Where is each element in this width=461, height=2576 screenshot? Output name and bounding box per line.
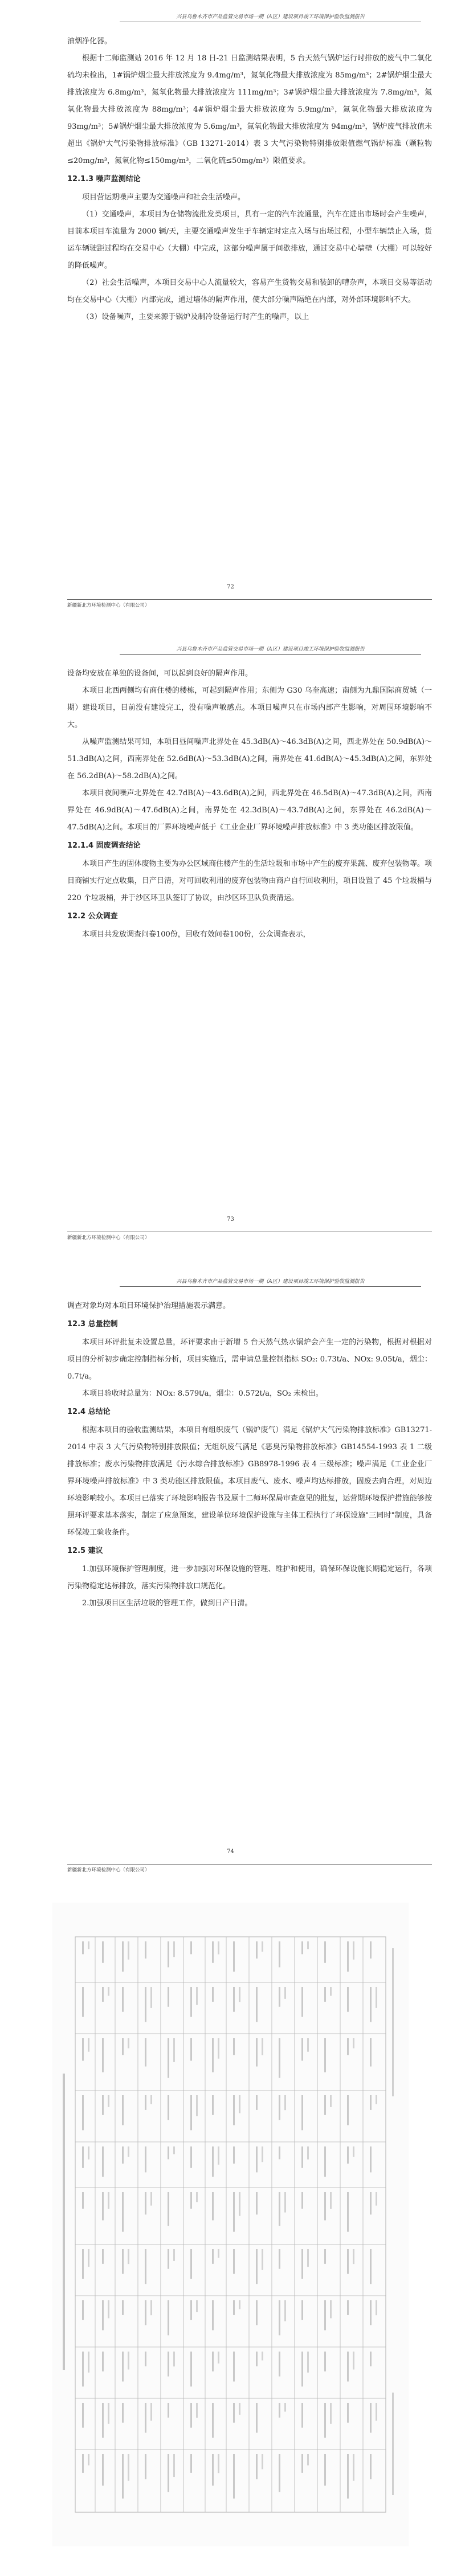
- form-text-streak: [376, 2403, 377, 2421]
- form-text-streak: [353, 2352, 354, 2370]
- form-text-streak: [301, 2095, 303, 2130]
- form-text-streak: [239, 2095, 240, 2113]
- paragraph: 本项目验收时总量为：NOx: 8.579t/a，烟尘：0.572t/a，SO₂ 未检出。: [82, 1389, 323, 1398]
- form-text-streak: [279, 2300, 280, 2335]
- form-text-streak: [324, 2403, 326, 2438]
- page-number: 73: [227, 1216, 234, 1222]
- form-text-streak: [307, 2249, 309, 2267]
- form-text-streak: [108, 2300, 109, 2319]
- form-text-streak: [145, 1987, 146, 2022]
- form-text-streak: [150, 2192, 152, 2206]
- form-text-streak: [262, 2249, 263, 2270]
- section-heading: 12.1.4 固废调查结论: [67, 841, 141, 850]
- paragraph: （3）设备噪声，主要来源于锅炉及制冷设备运行时产生的噪声，以上: [82, 313, 309, 321]
- paragraph: （2）社会生活噪声，本项目交易中心人流量较大，容易产生货物交易和装卸的嘈杂声，本项目交易等活动均在交易中心（大棚）内部完成，通过墙体的隔声作用，使大部分噪声隔绝在内部，对外部环境影响不大。: [67, 279, 432, 304]
- form-text-streak: [168, 2146, 169, 2159]
- form-text-streak: [376, 2300, 377, 2315]
- form-text-streak: [256, 2403, 258, 2433]
- page-number: 74: [227, 1849, 234, 1855]
- form-text-streak: [102, 2095, 104, 2115]
- paragraph: 本项目共发放调查问卷100份，回收有效问卷100份，公众调查表示，: [82, 930, 311, 939]
- form-text-streak: [233, 2146, 235, 2164]
- form-text-streak: [256, 2249, 258, 2284]
- form-text-streak: [324, 2095, 326, 2115]
- form-text-streak: [128, 2352, 129, 2370]
- form-text-streak: [376, 2095, 377, 2104]
- footer-rule: [67, 599, 432, 600]
- page-body: [67, 33, 432, 326]
- form-text-streak: [102, 2249, 104, 2264]
- form-text-streak: [347, 2300, 349, 2315]
- form-text-streak: [145, 2403, 146, 2433]
- page-number: 72: [227, 584, 234, 590]
- form-text-streak: [190, 2146, 192, 2168]
- form-text-streak: [82, 2192, 84, 2209]
- form-text-streak: [212, 1987, 214, 2002]
- paragraph: 1.加强环境保护管理制度，进一步加强对环保设施的管理、维护和使用，确保环保设施长期稳定运行，各项污染物稳定达标排放，落实污染物排放口规范化。: [67, 1565, 432, 1590]
- page-body: [67, 1298, 432, 1612]
- form-text-streak: [279, 1941, 280, 1967]
- scanned-form-image: [52, 1903, 409, 2546]
- form-text-streak: [102, 1987, 104, 2002]
- form-text-streak: [256, 2192, 258, 2214]
- form-text-streak: [173, 2249, 175, 2261]
- form-text-streak: [82, 2095, 84, 2130]
- form-text-streak: [307, 2454, 309, 2465]
- form-text-streak: [145, 2454, 146, 2479]
- form-text-streak: [82, 1987, 84, 2017]
- form-text-streak: [370, 2192, 372, 2214]
- form-text-streak: [233, 1987, 235, 2012]
- form-text-streak: [233, 2095, 235, 2125]
- form-text-streak: [233, 2403, 235, 2423]
- form-text-streak: [122, 2146, 124, 2164]
- form-text-streak: [212, 2300, 214, 2330]
- form-text-streak: [102, 2146, 104, 2177]
- form-text-streak: [330, 1987, 332, 1996]
- form-text-streak: [279, 2403, 280, 2418]
- form-text-streak: [324, 2038, 326, 2072]
- form-text-streak: [370, 2249, 372, 2284]
- form-text-streak: [353, 2454, 354, 2481]
- form-text-streak: [330, 2403, 332, 2424]
- form-text-streak: [88, 1941, 89, 1949]
- form-text-streak: [347, 1987, 349, 2012]
- paragraph: （1）交通噪声，本项目为仓储物流批发类项目，具有一定的汽车流通量，汽车在进出市场时会产生噪声，目前本项目车流量为 2000 辆/天，主要交通噪声发生于车辆定时定点入场与出场过程，小型车辆禁止入场，货运车辆驶距过程均在交易中心（大棚）中完成，这部分噪声属于间歇排放，通过交易中心墙壁（大棚）可以较好的降低噪声。: [67, 210, 432, 270]
- form-text-streak: [233, 2038, 235, 2055]
- form-text-streak: [347, 2038, 349, 2055]
- form-text-streak: [168, 1987, 169, 2007]
- form-text-streak: [82, 2352, 84, 2386]
- form-text-streak: [212, 2403, 214, 2438]
- form-text-streak: [108, 2192, 109, 2209]
- form-text-streak: [168, 2192, 169, 2226]
- form-text-streak: [190, 1941, 192, 1954]
- paragraph: 项目营运期噪声主要为交通噪声和社会生活噪声。: [82, 193, 246, 202]
- form-text-streak: [168, 2352, 169, 2377]
- form-text-streak: [122, 2352, 124, 2382]
- form-text-streak: [370, 1941, 372, 1958]
- footer-org: 新疆新北方环境检测中心（有限公司）: [67, 603, 150, 608]
- form-text-streak: [347, 2249, 349, 2274]
- form-text-streak: [102, 2352, 104, 2371]
- section-heading: 12.4 总结论: [67, 1408, 111, 1416]
- form-text-streak: [102, 1941, 104, 1963]
- form-text-streak: [145, 2300, 146, 2325]
- form-text-streak: [212, 2454, 214, 2485]
- form-text-streak: [370, 1987, 372, 2022]
- form-text-streak: [301, 1941, 303, 1954]
- paragraph: 根据本项目的验收监测结果，本项目有组织废气（锅炉废气）满足《锅炉大气污染物排放标准》GB13271-2014 中表 3 大气污染物特别排放限值；无组织废气满足《恶臭污染物排放标准》GB14554-1993 表 1 二级排放标准；废水污染物排放满足《污水综合排放标准》GB8978-1996 表 4 三级标准；噪声满足《工业企业厂界环境噪声排放标准》中 3 类功能区排放限值。本项目废气、废水、噪声均达标排放，固废去向合理，对周边环境影响较小。本项目已落实了环境影响报告书及原十二师环保局审查意见的批复，运营期环境保护措施能够按照环评要求基本落实，制定了应急预案，建设单位环境保护设施与主体工程执行了环保设施"三同时"制度，具备环保竣工验收条件。: [67, 1426, 432, 1537]
- form-text-streak: [108, 2095, 109, 2107]
- form-text-streak: [128, 2249, 129, 2264]
- paragraph: 本项目环评批复未设置总量，环评要求由于新增 5 台天然气热水锅炉会产生一定的污染物，根据对根据对项目的分析初步确定控制指标分析，项目实施后，需申请总量控制指标 SO₂: 0.73t/a、NOx: 9.05t/a，烟尘：0.7t/a。: [67, 1338, 432, 1381]
- form-text-streak: [376, 1987, 377, 2008]
- form-text-streak: [122, 2300, 124, 2315]
- form-text-streak: [256, 2038, 258, 2067]
- form-text-streak: [262, 2352, 263, 2361]
- form-text-streak: [145, 2352, 146, 2366]
- form-text-streak: [212, 2352, 214, 2371]
- form-text-streak: [122, 2454, 124, 2499]
- form-text-streak: [324, 2192, 326, 2221]
- form-text-streak: [196, 1987, 198, 2005]
- form-text-streak: [145, 2146, 146, 2172]
- form-text-streak: [279, 2038, 280, 2078]
- form-text-streak: [168, 2095, 169, 2120]
- form-text-streak: [324, 2454, 326, 2485]
- running-header: 兴县乌鲁木齐市产品监管交易市场一期（A区）建设项目竣工环境保护验收监测报告: [120, 13, 421, 22]
- form-text-streak: [324, 1941, 326, 1963]
- form-text-streak: [256, 1941, 258, 1958]
- paragraph: 本项目夜间噪声北界处在 42.7dB(A)～43.6dB(A)之间，西北界处在 46.5dB(A)～47.3dB(A)之间，西南界处在 46.9dB(A)～47.6dB(A)之间，南界处在 42.3dB(A)～43.7dB(A)之间，东界处在 46.2dB(A)～47.5dB(A)之间。本项目的厂界环境噪声低于《工业企业厂界环境噪声排放标准》中 3 类功能区排放限值。: [67, 789, 432, 832]
- section-heading: 12.5 建议: [67, 1547, 103, 1555]
- form-text-streak: [108, 1987, 109, 1996]
- form-text-streak: [128, 2146, 129, 2157]
- form-text-streak: [256, 2300, 258, 2325]
- form-text-streak: [196, 2403, 198, 2418]
- form-text-streak: [218, 2249, 219, 2258]
- form-text-streak: [150, 2403, 152, 2421]
- form-text-streak: [168, 2249, 169, 2269]
- form-text-streak: [122, 1941, 124, 1972]
- report-page-73: [0, 632, 461, 1259]
- form-text-streak: [239, 2403, 240, 2415]
- form-text-streak: [168, 2454, 169, 2492]
- form-text-streak: [301, 2038, 303, 2060]
- form-text-streak: [284, 2192, 286, 2213]
- form-text-streak: [279, 2249, 280, 2269]
- form-text-streak: [256, 1987, 258, 2022]
- form-text-streak: [122, 2038, 124, 2055]
- footer-org: 新疆新北方环境检测中心（有限公司）: [67, 1867, 150, 1873]
- form-text-streak: [145, 2249, 146, 2284]
- form-text-streak: [102, 2038, 104, 2072]
- form-text-streak: [82, 2038, 84, 2060]
- form-text-streak: [212, 2095, 214, 2115]
- footer-org: 新疆新北方环境检测中心（有限公司）: [67, 1235, 150, 1241]
- running-header: 兴县乌鲁木齐市产品监管交易市场一期（A区）建设项目竣工环境保护验收监测报告: [120, 1277, 421, 1287]
- form-text-streak: [88, 2352, 89, 2373]
- form-text-streak: [145, 2095, 146, 2110]
- form-text-streak: [150, 2300, 152, 2315]
- form-text-streak: [82, 2146, 84, 2168]
- form-text-streak: [122, 2249, 124, 2274]
- form-text-streak: [370, 2146, 372, 2172]
- form-text-streak: [284, 2300, 286, 2321]
- paragraph: 2.加强项目区生活垃圾的管理工作，做到日产日清。: [82, 1599, 252, 1608]
- form-text-streak: [168, 1941, 169, 1967]
- form-text-streak: [324, 1987, 326, 2002]
- form-text-streak: [330, 2095, 332, 2107]
- section-heading: 12.2 公众调查: [67, 912, 118, 921]
- form-text-streak: [190, 2300, 192, 2320]
- form-text-streak: [145, 2038, 146, 2067]
- form-text-streak: [212, 2146, 214, 2177]
- form-text-streak: [262, 2038, 263, 2055]
- form-text-streak: [102, 2403, 104, 2438]
- form-text-streak: [168, 2403, 169, 2418]
- form-text-streak: [128, 2454, 129, 2481]
- form-text-streak: [190, 2454, 192, 2473]
- form-text-streak: [122, 2095, 124, 2125]
- form-text-streak: [108, 2403, 109, 2424]
- form-text-streak: [128, 1941, 129, 1960]
- form-text-streak: [347, 2095, 349, 2125]
- form-text-streak: [233, 2300, 235, 2315]
- page-body: [67, 665, 432, 943]
- form-text-streak: [190, 2352, 192, 2386]
- form-text-streak: [190, 2038, 192, 2060]
- form-text-streak: [324, 2352, 326, 2371]
- form-text-streak: [347, 2454, 349, 2499]
- form-text-streak: [347, 1941, 349, 1972]
- form-text-streak: [218, 1941, 219, 1955]
- form-text-streak: [173, 2146, 175, 2154]
- form-text-streak: [190, 2403, 192, 2428]
- paragraph: 调查对象均对本项目环境保护治理措施表示满意。: [67, 1302, 231, 1310]
- form-text-streak: [324, 2146, 326, 2177]
- form-text-streak: [370, 2352, 372, 2366]
- form-text-streak: [301, 1987, 303, 2017]
- report-page-74: [0, 1265, 461, 1891]
- form-text-streak: [239, 1987, 240, 2002]
- form-text-streak: [88, 2038, 89, 2052]
- form-text-streak: [301, 2249, 303, 2279]
- form-text-streak: [82, 2300, 84, 2320]
- form-text-streak: [218, 2454, 219, 2473]
- form-text-streak: [307, 2352, 309, 2373]
- form-text-streak: [307, 2038, 309, 2052]
- form-text-streak: [301, 2192, 303, 2209]
- form-text-streak: [301, 2403, 303, 2428]
- form-text-streak: [128, 2038, 129, 2048]
- form-text-streak: [218, 2146, 219, 2165]
- form-text-streak: [353, 2146, 354, 2157]
- section-heading: 12.1.3 噪声监测结论: [67, 175, 141, 183]
- form-text-streak: [190, 1987, 192, 2017]
- form-text-streak: [347, 2146, 349, 2164]
- form-text-streak: [212, 2249, 214, 2264]
- form-text-streak: [256, 2146, 258, 2172]
- form-text-streak: [279, 2352, 280, 2377]
- form-text-streak: [190, 2192, 192, 2209]
- form-text-streak: [347, 2192, 349, 2232]
- form-border: [75, 1937, 386, 2512]
- section-heading: 12.3 总量控制: [67, 1320, 118, 1328]
- form-text-streak: [301, 2352, 303, 2386]
- form-text-streak: [102, 2300, 104, 2330]
- form-text-streak: [284, 1987, 286, 1999]
- form-text-streak: [122, 2403, 124, 2423]
- form-text-streak: [233, 2352, 235, 2382]
- form-text-streak: [168, 2300, 169, 2335]
- form-text-streak: [239, 2300, 240, 2309]
- paragraph: 设备均安放在单独的设备间，可以起到良好的隔声作用。: [67, 669, 253, 678]
- form-text-streak: [347, 2352, 349, 2382]
- form-text-streak: [173, 2352, 175, 2366]
- form-text-streak: [279, 2454, 280, 2492]
- form-text-streak: [190, 2249, 192, 2279]
- form-text-streak: [370, 2300, 372, 2325]
- form-text-streak: [173, 2454, 175, 2477]
- form-text-streak: [376, 2192, 377, 2206]
- form-note-streak: [392, 2393, 394, 2495]
- form-text-streak: [173, 1941, 175, 1957]
- form-text-streak: [307, 2146, 309, 2160]
- paragraph: 本项目北西两侧均有商住楼的楼栋，可起到隔声作用；东侧为 G30 乌奎高速；南侧为九鼎国际商贸城（一期）建设项目，目前没有建设完工，没有噪声敏感点。本项目噪声只在市场内部产生影响，对周围环境影响不大。: [67, 686, 432, 729]
- form-text-streak: [82, 2403, 84, 2428]
- form-text-streak: [212, 2192, 214, 2221]
- form-text-streak: [82, 2454, 84, 2473]
- form-text-streak: [150, 2095, 152, 2104]
- form-text-streak: [218, 2038, 219, 2059]
- form-text-streak: [370, 2403, 372, 2433]
- paragraph: 从噪声监测结果可知，本项目昼间噪声北界处在 45.3dB(A)～46.3dB(A)之间，西北界处在 50.9dB(A)～51.3dB(A)之间，西南界处在 52.6dB(A)～53.3dB(A)之间，南界处在 41.6dB(A)～45.3dB(A)之间，东界处在 56.2dB(A)～58.2dB(A)之间。: [67, 738, 432, 780]
- paragraph: 本项目产生的固体废物主要为办公区域商住楼产生的生活垃圾和市场中产生的废弃果蔬、废弃包装物等。项目商铺实行定点收集，日产日清，对可回收利用的废弃包装物由商户自行回收利用，项目设置了 45 个垃圾桶与 220 个垃圾桶，并于沙区环卫队签订了协议，由沙区环卫队负责清运。: [67, 860, 432, 902]
- paragraph: 根据十二师监测站 2016 年 12 月 18 日-21 日监测结果表明，5 台天然气锅炉运行时排放的废气中二氧化硫均未检出，1#锅炉烟尘最大排放浓度为 9.4mg/m³，氮氧化物最大排放浓度为 85mg/m³；2#锅炉烟尘最大排放浓度为 6.8mg/m³，氮氧化物最大排放浓度为 111mg/m³；3#锅炉烟尘最大排放浓度为 7.8mg/m³，氮氧化物最大排放浓度为 88mg/m³；4#锅炉烟尘最大排放浓度为 5.9mg/m³，氮氧化物最大排放浓度为 93mg/m³；5#锅炉烟尘最大排放浓度为 5.6mg/m³，氮氧化物最大排放浓度为 94mg/m³，锅炉废气排放值未超出《锅炉大气污染物排放标准》（GB 13271-2014）表 3 大气污染物特别排放限值燃气锅炉标准（颗粒物≤20mg/m³，氮氧化物≤150mg/m³，二氧化硫≤50mg/m³）限值要求。: [67, 54, 432, 165]
- form-text-streak: [262, 2454, 263, 2469]
- form-text-streak: [370, 2095, 372, 2110]
- form-text-streak: [353, 2038, 354, 2048]
- form-text-streak: [196, 2095, 198, 2116]
- form-text-streak: [279, 2146, 280, 2159]
- form-text-streak: [301, 2146, 303, 2168]
- form-text-streak: [212, 1941, 214, 1963]
- form-text-streak: [233, 2249, 235, 2274]
- form-text-streak: [173, 2038, 175, 2062]
- form-text-streak: [256, 2095, 258, 2110]
- form-text-streak: [122, 1987, 124, 2012]
- form-text-streak: [233, 2454, 235, 2499]
- form-text-streak: [279, 2192, 280, 2226]
- form-text-streak: [82, 2249, 84, 2279]
- form-text-streak: [82, 1941, 84, 1954]
- report-page-72: [0, 0, 461, 627]
- form-text-streak: [196, 2300, 198, 2312]
- form-text-streak: [218, 2352, 219, 2364]
- form-text-streak: [212, 2038, 214, 2072]
- scanned-registration-form: [52, 1903, 409, 2546]
- form-text-streak: [233, 2192, 235, 2232]
- form-text-streak: [233, 1941, 235, 1972]
- form-text-streak: [279, 1987, 280, 2007]
- form-text-streak: [262, 2146, 263, 2162]
- form-text-streak: [88, 2454, 89, 2465]
- form-text-streak: [307, 1941, 309, 1949]
- form-text-streak: [256, 2454, 258, 2479]
- form-text-streak: [370, 2454, 372, 2479]
- form-text-streak: [330, 2192, 332, 2209]
- form-text-streak: [279, 2095, 280, 2120]
- form-text-streak: [324, 2249, 326, 2264]
- form-text-streak: [353, 2249, 354, 2264]
- form-text-streak: [301, 2300, 303, 2320]
- form-text-streak: [122, 2192, 124, 2232]
- form-text-streak: [284, 2095, 286, 2110]
- form-text-streak: [301, 2454, 303, 2473]
- running-header: 兴县乌鲁木齐市产品监管交易市场一期（A区）建设项目竣工环境保护验收监测报告: [120, 645, 421, 655]
- form-note-streak: [392, 1948, 394, 2096]
- form-text-streak: [150, 1987, 152, 2008]
- form-text-streak: [88, 2249, 89, 2267]
- form-text-streak: [168, 2038, 169, 2078]
- form-text-streak: [262, 1941, 263, 1952]
- form-text-streak: [145, 2192, 146, 2214]
- form-text-streak: [145, 1941, 146, 1958]
- form-text-streak: [370, 2038, 372, 2067]
- form-text-streak: [102, 2192, 104, 2221]
- form-title-streak: [63, 2074, 65, 2370]
- form-text-streak: [256, 2352, 258, 2366]
- form-text-streak: [347, 2403, 349, 2423]
- form-text-streak: [284, 2403, 286, 2412]
- form-text-streak: [239, 2192, 240, 2216]
- form-text-streak: [88, 2146, 89, 2160]
- form-text-streak: [353, 1941, 354, 1960]
- form-text-streak: [324, 2300, 326, 2330]
- form-text-streak: [190, 2095, 192, 2130]
- form-text-streak: [330, 2300, 332, 2319]
- paragraph: 油烟净化器。: [67, 37, 112, 46]
- form-text-streak: [196, 2192, 198, 2202]
- form-text-streak: [102, 2454, 104, 2485]
